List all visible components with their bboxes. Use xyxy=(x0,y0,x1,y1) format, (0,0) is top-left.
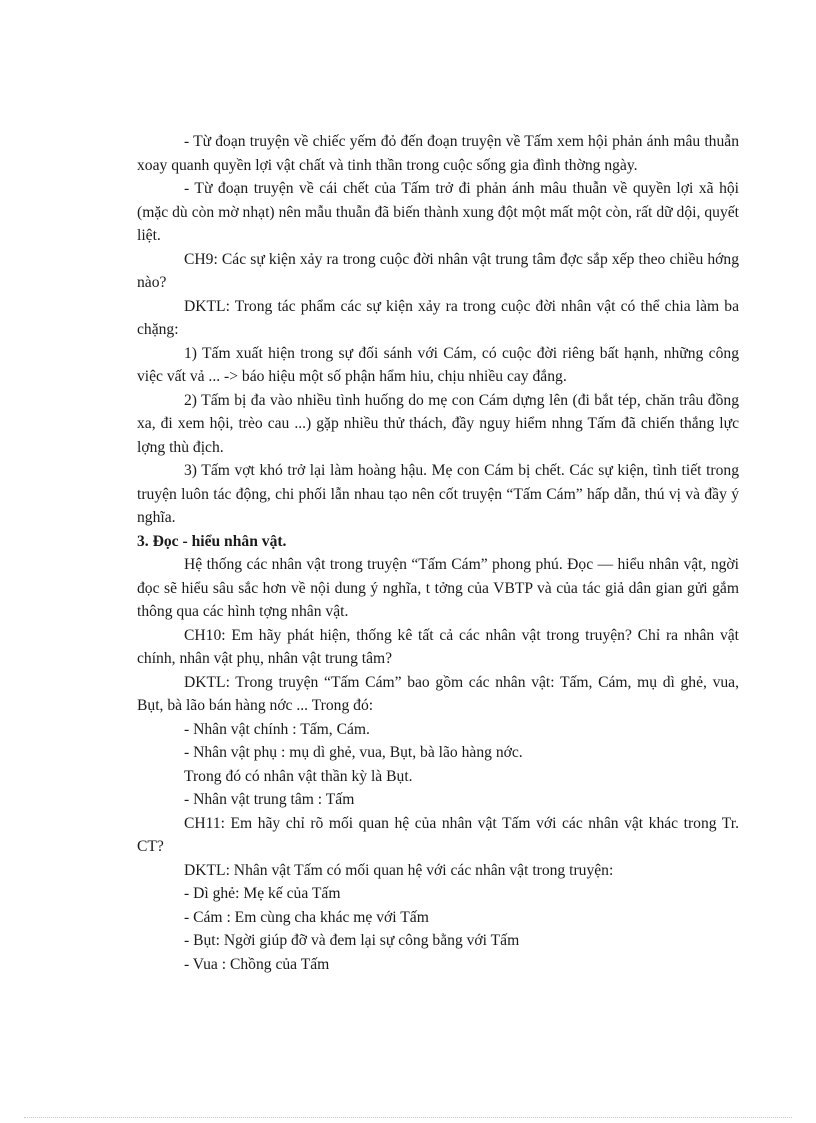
list-item: - Bụt: Ngời giúp đỡ và đem lại sự công bằng với Tấm xyxy=(184,932,520,949)
answer-dktl: DKTL: Trong tác phẩm các sự kiện xảy ra trong cuộc đời nhân vật có thể chia làm ba chặng: xyxy=(137,297,739,338)
question-ch9: CH9: Các sự kiện xảy ra trong cuộc đời nhân vật trung tâm đợc sắp xếp theo chiều hớng nào? xyxy=(137,250,739,291)
list-item: - Dì ghẻ: Mẹ kế của Tấm xyxy=(184,885,341,902)
list-item: - Nhân vật trung tâm : Tấm xyxy=(184,791,355,808)
section-heading: 3. Đọc - hiểu nhân vật. xyxy=(137,532,287,550)
paragraph: Trong đó có nhân vật thần kỳ là Bụt. xyxy=(184,767,413,785)
answer-dktl: DKTL: Trong truyện “Tấm Cám” bao gồm các nhân vật: Tấm, Cám, mụ dì ghẻ, vua, Bụt, bà lão bán hàng nớc ... Trong đó: xyxy=(137,673,739,714)
document-body xyxy=(137,130,739,976)
paragraph: - Từ đoạn truyện về chiếc yếm đỏ đến đoạn truyện về Tấm xem hội phản ánh mâu thuẫn xoay quanh quyền lợi vật chất và tinh thần trong cuộc sống gia đình thờng ngày. xyxy=(137,133,739,174)
question-ch10: CH10: Em hãy phát hiện, thống kê tất cả các nhân vật trong truyện? Chỉ ra nhân vật chính, nhân vật phụ, nhân vật trung tâm? xyxy=(137,626,739,667)
list-item: - Nhân vật phụ : mụ dì ghẻ, vua, Bụt, bà lão hàng nớc. xyxy=(184,744,523,761)
question-ch11: CH11: Em hãy chỉ rõ mối quan hệ của nhân vật Tấm với các nhân vật khác trong Tr. CT? xyxy=(137,814,739,855)
page-divider xyxy=(24,1117,792,1118)
list-item: 1) Tấm xuất hiện trong sự đối sánh với Cám, có cuộc đời riêng bất hạnh, những công việc vất vả ... -> báo hiệu một số phận hẩm hiu, chịu nhiều cay đắng. xyxy=(137,344,739,385)
list-item: 3) Tấm vợt khó trở lại làm hoàng hậu. Mẹ con Cám bị chết. Các sự kiện, tình tiết trong truyện luôn tác động, chi phối lẫn nhau tạo nên cốt truyện “Tấm Cám” hấp dẫn, thú vị và đầy ý nghĩa. xyxy=(137,462,739,526)
list-item: - Vua : Chồng của Tấm xyxy=(184,955,330,973)
answer-dktl: DKTL: Nhân vật Tấm có mối quan hệ với các nhân vật trong truyện: xyxy=(184,861,614,879)
list-item: - Nhân vật chính : Tấm, Cám. xyxy=(184,720,370,738)
paragraph: - Từ đoạn truyện về cái chết của Tấm trở đi phản ánh mâu thuẫn về quyền lợi xã hội (mặc dù còn mờ nhạt) nên mẫu thuẫn đã biến thành xung đột một mất một còn, rất dữ dội, quyết liệt. xyxy=(137,180,739,244)
list-item: - Cám : Em cùng cha khác mẹ với Tấm xyxy=(184,908,429,926)
paragraph: Hệ thống các nhân vật trong truyện “Tấm Cám” phong phú. Đọc — hiểu nhân vật, ngời đọc sẽ hiểu sâu sắc hơn về nội dung ý nghĩa, t tởng của VBTP và của tác giả dân gian gửi gắm thông qua các hình tợng nhân vật. xyxy=(137,556,739,620)
list-item: 2) Tấm bị đa vào nhiều tình huống do mẹ con Cám dựng lên (đi bắt tép, chăn trâu đồng xa, đi xem hội, trèo cau ...) gặp nhiều thử thách, đầy nguy hiểm nhng Tấm đã chiến thắng lực lợng thù địch. xyxy=(137,391,739,456)
